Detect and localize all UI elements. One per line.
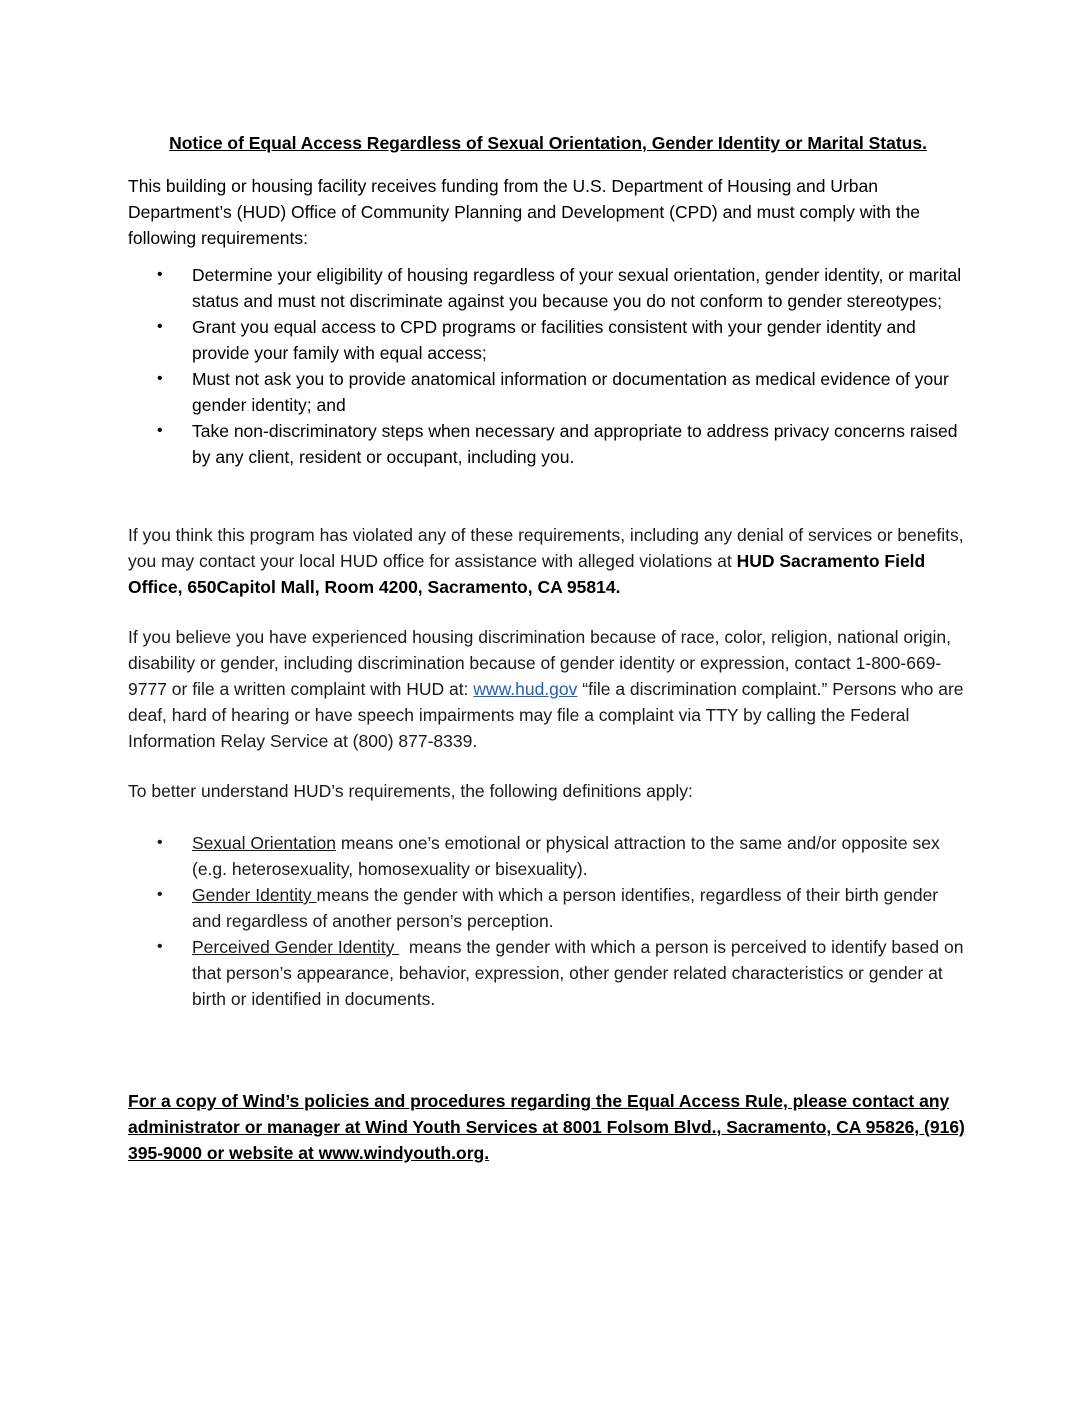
- bullet-icon: •: [157, 938, 163, 955]
- requirements-list: [128, 262, 968, 470]
- list-item: [128, 830, 968, 882]
- definition-term: Sexual Orientation: [192, 833, 336, 853]
- requirement-text: Grant you equal access to CPD programs or facilities consistent with your gender identity and provide your family with equal access;: [192, 317, 916, 363]
- violation-text: If you think this program has violated any of these requirements, including any denial of services or benefits, you may contact your local HUD office for assistance with alleged violations at: [128, 525, 964, 571]
- violation-paragraph: [128, 522, 968, 600]
- requirement-text: Take non-discriminatory steps when necessary and appropriate to address privacy concerns raised by any client, resident or occupant, including you.: [192, 421, 958, 467]
- bullet-icon: •: [157, 834, 163, 851]
- list-item: [128, 366, 968, 418]
- footer-contact: For a copy of Wind’s policies and procedures regarding the Equal Access Rule, please contact any administrator or manager at Wind Youth Services at 8001 Folsom Blvd., Sacramento, CA 95826, (916) 395-9000 or website at www.windyouth.org.: [128, 1091, 965, 1163]
- requirement-text: Determine your eligibility of housing regardless of your sexual orientation, gender identity, or marital status and must not discriminate against you because you do not conform to gender stereotypes;: [192, 265, 962, 311]
- hud-office-address: HUD Sacramento Field Office, 650Capitol Mall, Room 4200, Sacramento, CA 95814.: [128, 551, 926, 597]
- intro-paragraph: This building or housing facility receives funding from the U.S. Department of Housing and Urban Department’s (HUD) Office of Community Planning and Development (CPD) and must comply with the following requirements:: [128, 176, 921, 248]
- list-item: [128, 418, 968, 470]
- discrimination-paragraph: [128, 624, 968, 754]
- bullet-icon: •: [157, 266, 163, 283]
- bullet-icon: •: [157, 370, 163, 387]
- definition-term: Perceived Gender Identity: [192, 937, 400, 957]
- bullet-icon: •: [157, 422, 163, 439]
- list-item: [128, 934, 968, 1012]
- definition-text: means the gender with which a person identifies, regardless of their birth gender and regardless of another person’s perception.: [192, 885, 939, 931]
- definition-term: Gender Identity: [192, 885, 317, 905]
- definitions-list: [128, 830, 968, 1012]
- discrimination-text: If you believe you have experienced housing discrimination because of race, color, religion, national origin, disability or gender, including discrimination because of gender identity or expression, contact 1-800-669-9777 or file a written complaint with HUD at:: [128, 627, 951, 699]
- list-item: [128, 314, 968, 366]
- bullet-icon: •: [157, 886, 163, 903]
- definition-text: means the gender with which a person is perceived to identify based on that person’s appearance, behavior, expression, other gender related characteristics or gender at birth or identified in documents.: [192, 937, 969, 1009]
- bullet-icon: •: [157, 318, 163, 335]
- list-item: [128, 882, 968, 934]
- requirement-text: Must not ask you to provide anatomical information or documentation as medical evidence of your gender identity; and: [192, 369, 949, 415]
- discrimination-text-after: “file a discrimination complaint.” Persons who are deaf, hard of hearing or have speech impairments may file a complaint via TTY by calling the Federal Information Relay Service at (800) 877-8339.: [128, 679, 964, 751]
- definitions-intro: To better understand HUD’s requirements, the following definitions apply:: [128, 781, 693, 801]
- definition-text: means one’s emotional or physical attraction to the same and/or opposite sex (e.g. heterosexuality, homosexuality or bisexuality).: [192, 833, 940, 879]
- hud-website-link[interactable]: www.hud.gov: [473, 679, 578, 699]
- list-item: [128, 262, 968, 314]
- notice-title: Notice of Equal Access Regardless of Sexual Orientation, Gender Identity or Marital Status.: [169, 133, 927, 153]
